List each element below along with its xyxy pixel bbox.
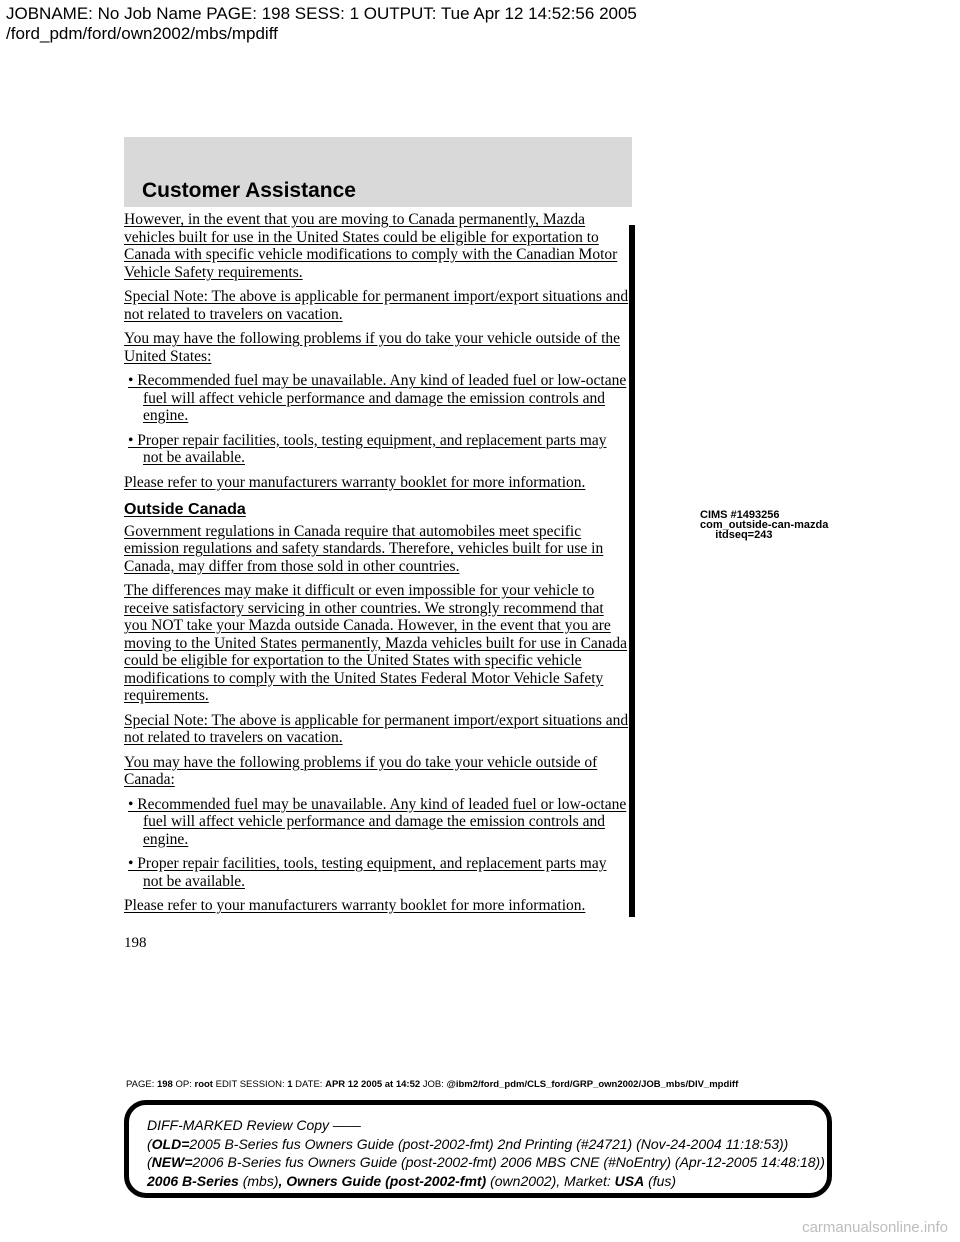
footer-label: OP: (175, 1079, 192, 1090)
watermark: carmanualsonline.info (802, 1219, 948, 1236)
bullet-item: • Recommended fuel may be unavailable. Any kind of leaded fuel or low-octane fuel will affect vehicle performance and damage the emission controls and engine. (128, 372, 627, 424)
page-content (124, 211, 630, 922)
paragraph: Special Note: The above is applicable for permanent import/export situations and not related to travelers on vacation. (124, 711, 629, 746)
footer-value: root (194, 1079, 213, 1090)
review-old-line (147, 1135, 809, 1154)
paragraph: Please refer to your manufacturers warranty booklet for more information. (124, 897, 586, 914)
page-number: 198 (124, 935, 147, 951)
review-market: USA (614, 1172, 645, 1189)
footer-value: APR 12 2005 at 14:52 (325, 1079, 421, 1090)
review-new-label: NEW= (151, 1154, 193, 1170)
diff-review-box (124, 1100, 832, 1198)
cims-line: itdseq=243 (700, 529, 773, 541)
job-header (6, 4, 637, 44)
paragraph: You may have the following problems if you do take your vehicle outside of the United States: (124, 330, 621, 365)
job-header-line1: JOBNAME: No Job Name PAGE: 198 SESS: 1 OUTPUT: Tue Apr 12 14:52:56 2005 (6, 4, 637, 23)
section-title: Customer Assistance (142, 179, 356, 202)
footer-label: EDIT SESSION: (215, 1079, 285, 1090)
footer-label: JOB: (422, 1079, 444, 1090)
review-meta-line (147, 1172, 809, 1191)
review-model-code: (mbs) (238, 1172, 279, 1189)
footer-job-info (126, 1079, 738, 1090)
footer-label: DATE: (295, 1079, 323, 1090)
job-header-line2: /ford_pdm/ford/own2002/mbs/mpdiff (6, 24, 278, 43)
footer-value: 198 (156, 1079, 173, 1090)
paragraph: The differences may make it difficult or even impossible for your vehicle to receive satisfactory servicing in other countries. We strongly recommend that you NOT take your Mazda outside Canada. However, in the event that you are moving to the United States permanently, Mazda vehicles built for use in Canada could be eligible for exportation to the United States with specific vehicle modifications to comply with the United States Federal Motor Vehicle Safety requirements. (124, 582, 628, 704)
paragraph: However, in the event that you are moving to Canada permanently, Mazda vehicles built for use in the United States could be eligible for exportation to Canada with specific vehicle modifications to comply with the Canadian Motor Vehicle Safety requirements. (124, 211, 618, 281)
footer-value: 1 (287, 1079, 293, 1090)
review-model: 2006 B-Series (147, 1172, 239, 1189)
paragraph: Please refer to your manufacturers warranty booklet for more information. (124, 473, 586, 491)
review-paren: ( (147, 1135, 152, 1152)
cims-annotation (700, 510, 828, 540)
review-title: DIFF-MARKED Review Copy —— (147, 1117, 361, 1133)
cims-line: CIMS #1493256 (700, 509, 780, 521)
paragraph: Government regulations in Canada require that automobiles meet specific emission regulations and safety standards. Therefore, vehicles built for use in Canada, may differ from those sold in other countries. (124, 522, 604, 575)
bullet-item: • Recommended fuel may be unavailable. Any kind of leaded fuel or low-octane fuel will affect vehicle performance and damage the emission controls and engine. (128, 795, 627, 848)
review-guide: Owners Guide (post-2002-fmt) (286, 1172, 487, 1189)
review-paren: ( (147, 1154, 152, 1170)
review-old-text: 2005 B-Series fus Owners Guide (post-2002-fmt) 2nd Printing (#24721) (Nov-24-2004 11:18:53)) (189, 1135, 789, 1152)
review-market-label: , Market: (556, 1172, 615, 1189)
bullet-item: • Proper repair facilities, tools, testing equipment, and replacement parts may not be available. (128, 855, 607, 890)
review-new-line (147, 1153, 825, 1172)
review-new-text: 2006 B-Series fus Owners Guide (post-2002-fmt) 2006 MBS CNE (#NoEntry) (Apr-12-2005 14:48:18)) (192, 1154, 825, 1170)
review-market-code: (fus) (644, 1172, 677, 1189)
review-separator: , (278, 1172, 287, 1189)
subheading-outside-canada: Outside Canada (124, 501, 246, 518)
paragraph: You may have the following problems if you do take your vehicle outside of Canada: (124, 753, 598, 788)
bullet-item: • Proper repair facilities, tools, testing equipment, and replacement parts may not be available. (128, 431, 607, 466)
review-old-label: OLD= (151, 1135, 190, 1152)
section-header-band (124, 137, 632, 207)
footer-label: PAGE: (126, 1079, 155, 1090)
cims-line: com_outside-can-mazda (700, 519, 829, 531)
paragraph: Special Note: The above is applicable for permanent import/export situations and not related to travelers on vacation. (124, 288, 629, 323)
review-guide-code: (own2002) (486, 1172, 557, 1189)
footer-value: @ibm2/ford_pdm/CLS_ford/GRP_own2002/JOB_mbs/DIV_mpdiff (446, 1079, 739, 1090)
